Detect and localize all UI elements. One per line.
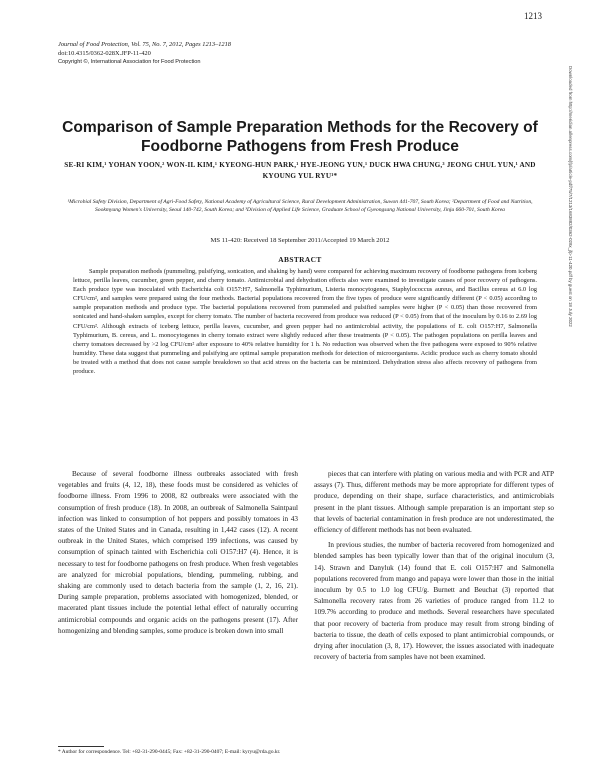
- abstract-heading: ABSTRACT: [278, 255, 322, 264]
- body-paragraph: Because of several foodborne illness outbreaks associated with fresh vegetables and fruits (4, 12, 18), these foods must be considered as vehicles of foodborne illness. From 1996 to 2008, 82 outbreaks were associated with the consumption of fresh produce (18). In 2008, an outbreak of Salmonella Saintpaul infection was linked to consumption of hot peppers and possibly tomatoes in 43 states of the United States and in Canada, resulting in 1,442 cases (12). A recent outbreak in the United States, which comprised 199 infections, was caused by consumption of spinach tainted with Escherichia coli O157:H7 (4). Hence, it is necessary to test for foodborne pathogens on fresh produce. When fresh vegetables are analyzed for microbial populations, blending, pummeling, rubbing, and shaking are commonly used to detach bacteria from the sample (1, 2, 16, 21). During sample preparation, problems associated with homogenized, blended, or macerated plant tissues include the potential lethal effect of naturally occurring antimicrobial compounds and organic acids on the pathogens present (17). After homogenizing and blending samples, some produce is broken down into small: [58, 470, 298, 635]
- download-side-note: [568, 66, 581, 746]
- article-title: Comparison of Sample Preparation Methods for the Recovery of Foodborne Pathogens from Fresh Produce: [62, 119, 538, 155]
- correspondence-footnote: * Author for correspondence. Tel: +82-31-290-0445; Fax: +82-31-290-0407; E-mail: kyryu@rda.go.kr.: [58, 749, 281, 755]
- copyright: Copyright ©, International Association for Food Protection: [58, 59, 201, 65]
- doi: doi:10.4315/0362-028X.JFP-11-420: [58, 50, 151, 57]
- body-right-column: [314, 469, 554, 663]
- author-list: SE-RI KIM,¹ YOHAN YOON,² WON-IL KIM,¹ KYEONG-HUN PARK,¹ HYE-JEONG YUN,¹ DUCK HWA CHUNG,³ JEONG CHUL YUN,¹ AND KYOUNG YUL RYU¹*: [64, 161, 536, 180]
- body-paragraph: In previous studies, the number of bacteria recovered from homogenized and blended samples has been typically lower than that of the original inoculum (3, 14). Strawn and Danyluk (14) found that E. coli O157:H7 and Salmonella populations recovered from mango and papaya were lower than those in the initial inoculum by 0.5 to 1.0 log CFU/g. Burnett and Beuchat (3) reported that Salmonella recovery rates from 26 varieties of produce ranged from 11.2 to 109.7% according to produce and methods. Several researchers have speculated that poor recovery of bacteria from produce may result from strong binding of bacteria to tissue, the death of cells exposed to plant antimicrobial compounds, or drying after inoculation (3, 8, 17). However, the issues associated with inadequate recovery of bacteria from samples have not been examined.: [314, 541, 554, 662]
- journal-citation: Journal of Food Protection, Vol. 75, No. 7, 2012, Pages 1213–1218: [58, 41, 232, 48]
- abstract-text: Sample preparation methods (pummeling, pulsifying, sonication, and shaking by hand) were compared for achieving maximum recovery of foodborne pathogens from iceberg lettuce, perilla leaves, cucumber, green pepper, and cherry tomato. Antimicrobial and dehydration effects also were examined to investigate causes of poor recovery of pathogens. Each produce type was inoculated with Escherichia coli O157:H7, Salmonella Typhimurium, Listeria monocytogenes, Staphylococcus aureus, and Bacillus cereus at 6.0 log CFU/cm², and samples were prepared using the four methods. Bacterial populations recovered from the five types of produce were significantly different (P < 0.05) according to sample preparation methods and produce type. The bacterial populations recovered from pummeled and pulsified samples were higher (P < 0.05) than those recovered from sonicated and hand-shaken samples, except for cherry tomato. The number of bacteria recovered from produce was reduced (P < 0.05) from that of the inoculum by 0.16 to 2.69 log CFU/cm². Although extracts of iceberg lettuce, perilla leaves, cucumber, and green pepper had no antimicrobial activity, the populations of E. coli O157:H7, Salmonella Typhimurium, B. cereus, and L. monocytogenes in cherry tomato extract were slightly reduced after these treatments (P < 0.05). The pathogen populations on perilla leaves and cherry tomatoes decreased by >2 log CFU/cm² after exposure to 40% relative humidity for 1 h. No reduction was observed when the five pathogens were exposed to 90% relative humidity. These data suggest that pummeling and pulsifying are optimal sample preparation methods for detection of microorganisms. Acidic produce such as cherry tomato should be treated with a method that does not cause sample breakdown so that acid stress on the bacteria can be minimized. Dehydration stress also affects recovery of pathogens from produce.: [73, 268, 537, 376]
- journal-info: [58, 40, 231, 67]
- affiliations: ¹Microbial Safety Division, Department of Agri-Food Safety, National Academy of Agricultural Science, Rural Development Administration, Suwon 441-707, South Korea; ²Department of Food and Nutrition, Sookmyung Women's University, Seoul 140-742, South Korea; and ³Division of Applied Life Science, Graduate School of Gyeongsang National University, Jinju 660-701, South Korea: [67, 199, 533, 214]
- footnote-divider: [58, 746, 104, 747]
- received-dates: MS 11-420: Received 18 September 2011/Accepted 19 March 2012: [210, 237, 390, 244]
- page-number: 1213: [524, 11, 542, 21]
- side-note-text: Downloaded from http://meridian.allenpress.com/jfp/article-pdf/75/7/1213/1683882/0362-028x_jfp-11-420.pdf by guest on 18 July 2022: [568, 66, 573, 327]
- body-paragraph: pieces that can interfere with plating on various media and with PCR and ATP assays (7). Thus, different methods may be more appropriate for different types of produce, depending on their shape, surface characteristics, and antimicrobials present in the plant tissues. Although sample preparation is an important step so that levels of bacterial contamination in fresh produce are not underestimated, the efficiency of different methods has not been evaluated.: [314, 470, 554, 535]
- body-left-column: [58, 469, 298, 637]
